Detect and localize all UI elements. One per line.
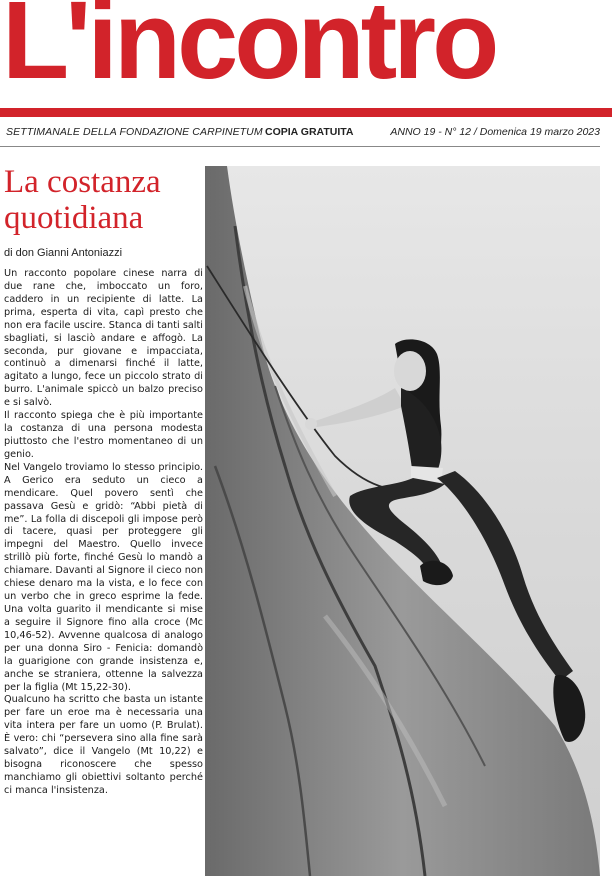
climber-head — [394, 351, 426, 391]
climber-arm — [309, 388, 405, 428]
free-copy-label: COPIA GRATUITA — [265, 126, 354, 138]
article-headline: La costanza quotidiana — [4, 164, 161, 236]
infobar-divider — [0, 146, 600, 147]
rock-face — [205, 166, 600, 876]
climber-illustration — [205, 166, 600, 876]
climber-shoe — [420, 561, 453, 585]
article-paragraph: Un racconto popolare cinese narra di due rane che, imboccato un foro, caddero in un recipiente di latte. La prima, esperta di vita, capì presto che non era facile uscire. Stanca di tanti salti sbagliati, si lasciò andare e affogò. La seconda, pur giovane e impacciata, continuò a dimenarsi finché il latte, agitato a lungo, fece un piccolo strato di burro. L'animale spiccò un balzo preciso e si salvò. — [4, 268, 203, 409]
masthead — [0, 0, 612, 122]
article-body — [4, 268, 203, 798]
article-byline: di don Gianni Antoniazzi — [4, 247, 123, 259]
newspaper-logo: L'incontro — [2, 0, 496, 102]
issue-date-label: ANNO 19 - N° 12 / Domenica 19 marzo 2023 — [390, 126, 600, 138]
issue-info-bar — [0, 126, 600, 142]
climber-hand — [305, 418, 317, 430]
article-paragraph: Qualcuno ha scritto che basta un istante per fare un eroe ma è necessaria una vita intera per fare un uomo (P. Brulat). È vero: chi “persevera sino alla fine sarà salvato”, dice il Vangelo (Mt 10,22) e bisogna riconoscere che spesso manchiamo gli obiettivi soltanto perché ci manca l'insistenza. — [4, 694, 203, 796]
article-paragraph: Il racconto spiega che è più importante la costanza di una persona modesta piuttosto che l'estro momentaneo di un genio. — [4, 410, 203, 460]
masthead-rule — [0, 108, 612, 117]
climber-photo — [205, 166, 600, 876]
article-paragraph: Nel Vangelo troviamo lo stesso principio. A Gerico era seduto un cieco a mendicare. Quel povero sentì che passava Gesù e gridò: “Abbi pietà di me”. La folla di discepoli gli impose però di tacere, quasi per proteggere gli impegni del Maestro. Quello invece strillò più forte, finché Gesù lo mandò a chiamare. Davanti al Signore il cieco non chiese denaro ma la vista, e lo fece con un verbo che in greco esprime la fede. Una volta guarito il mendicante si mise a seguire il Signore fino alla croce (Mc 10,46-52). Avvenne qualcosa di analogo per una donna Siro - Fenicia: domandò la guarigione con grande insistenza e, anche se straniera, ottenne la salvezza per la figlia (Mt 15,22-30). — [4, 461, 203, 693]
publisher-label: SETTIMANALE DELLA FONDAZIONE CARPINETUM — [6, 126, 263, 138]
